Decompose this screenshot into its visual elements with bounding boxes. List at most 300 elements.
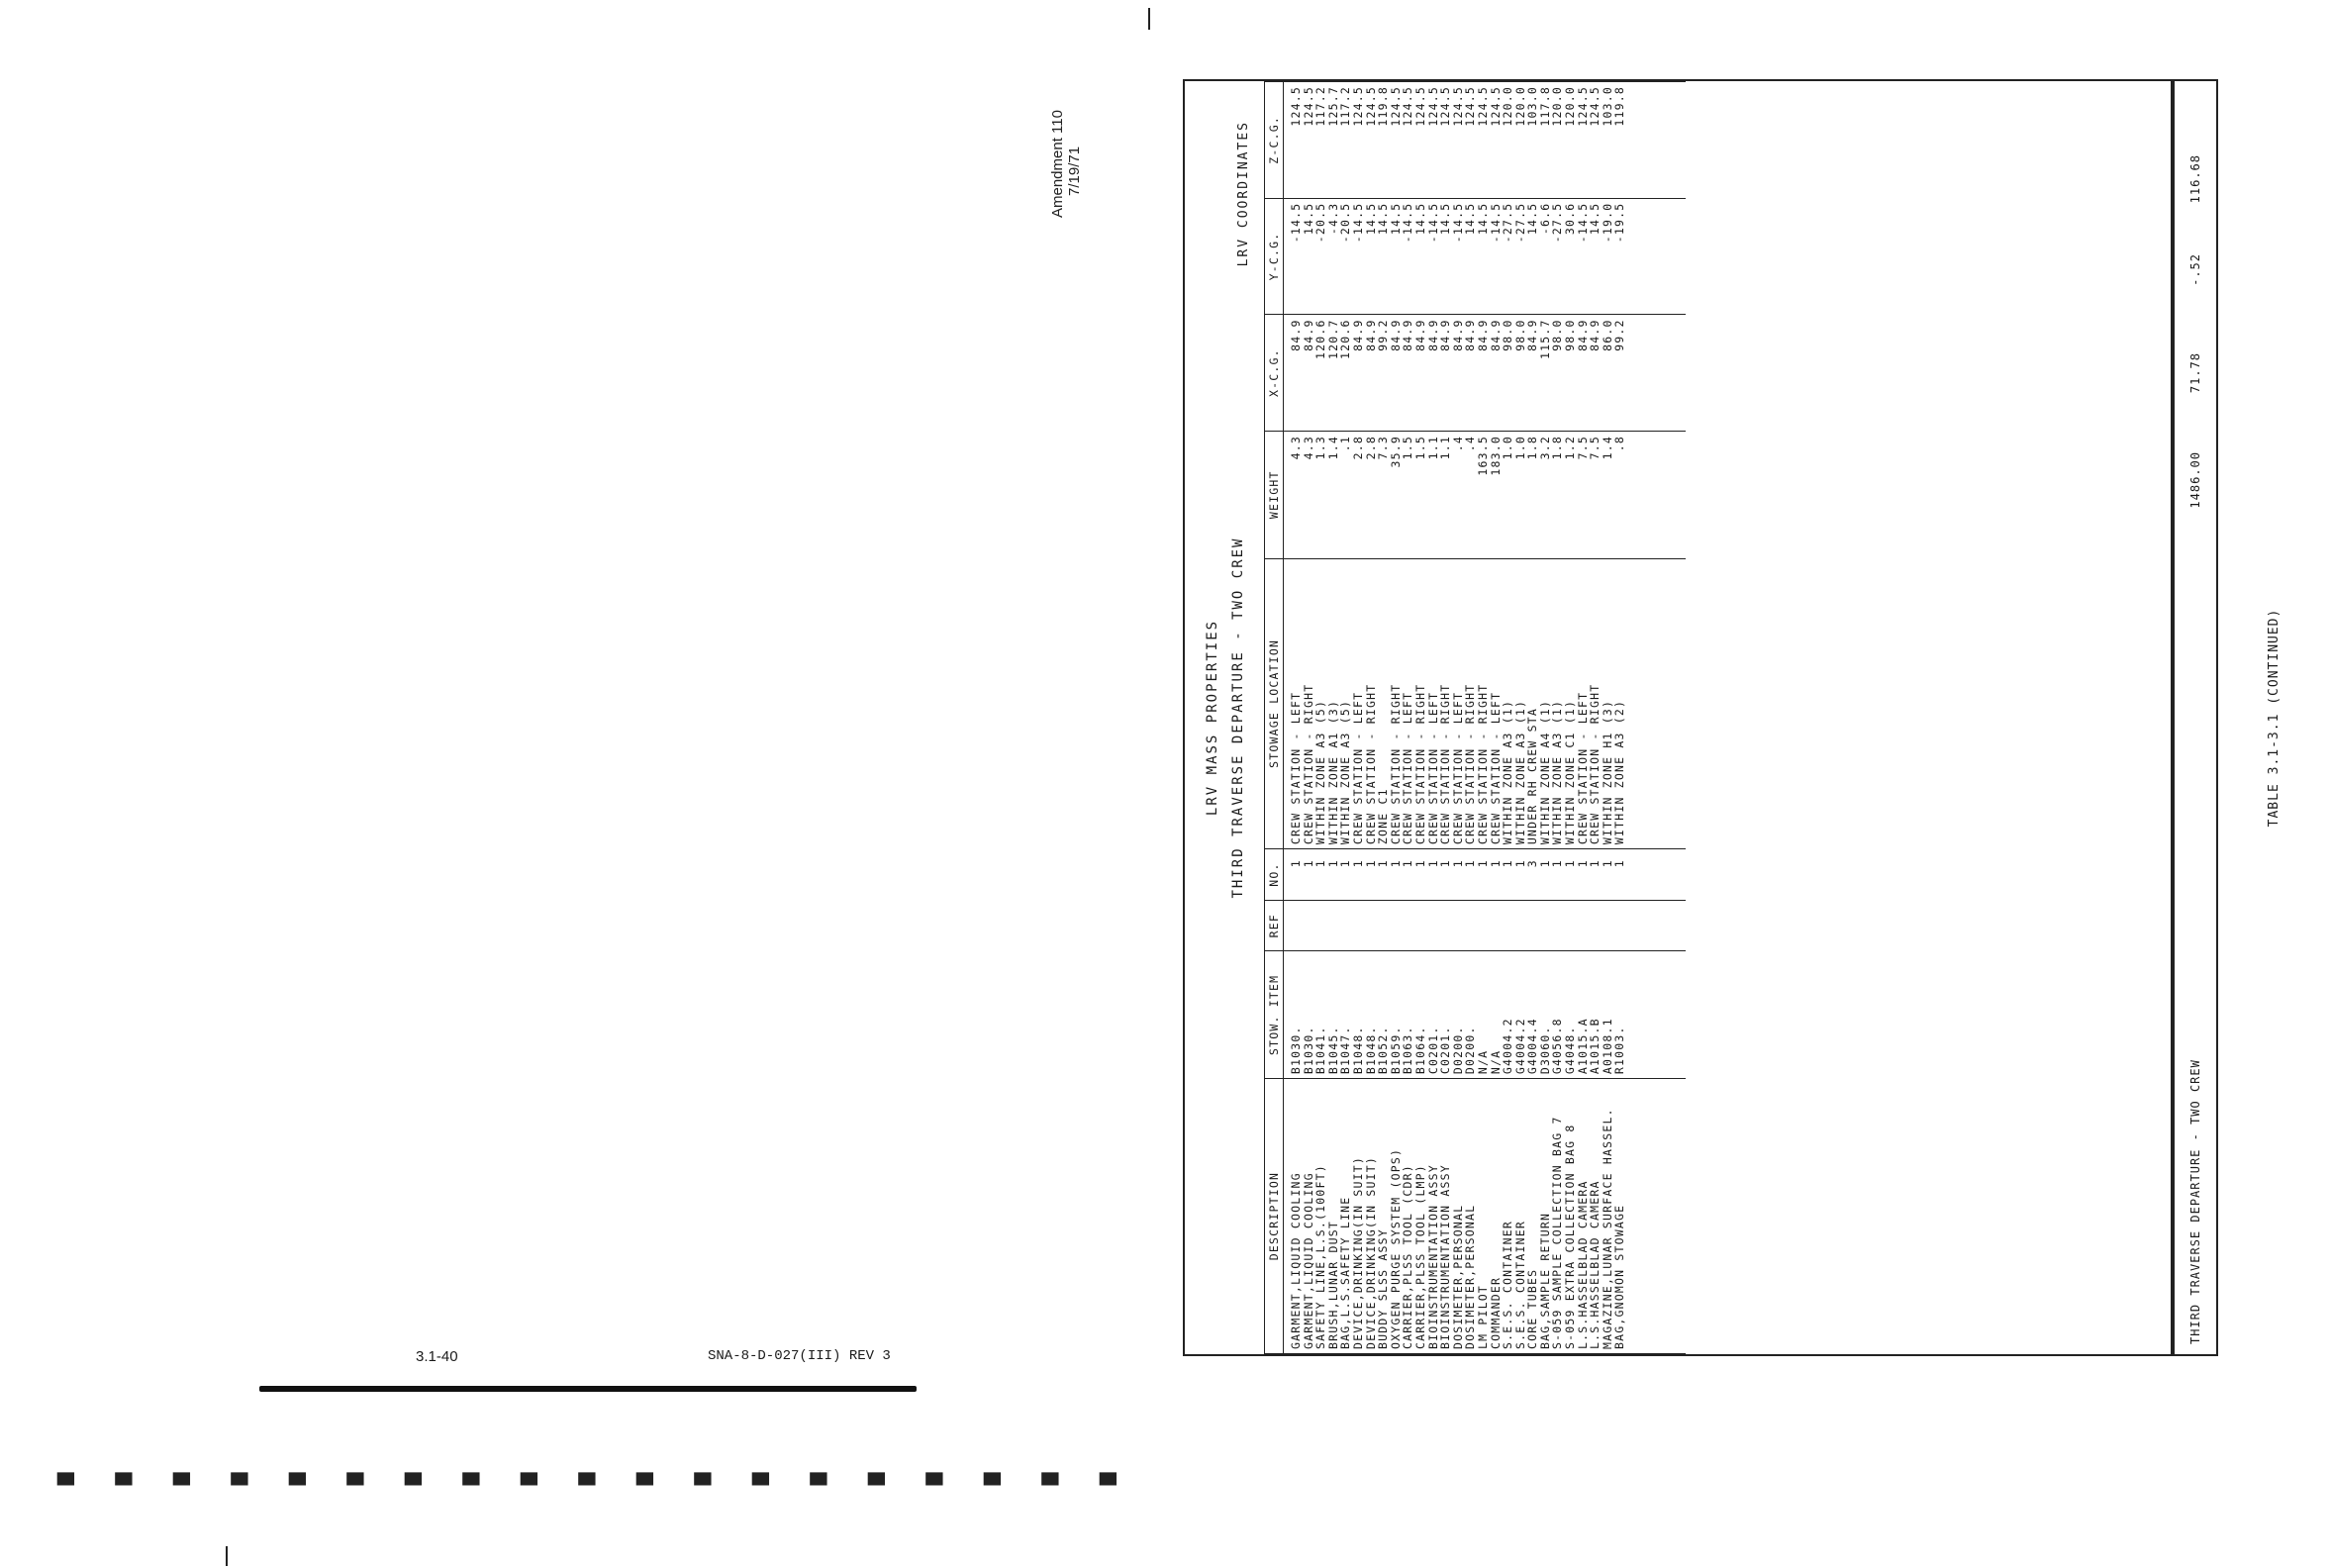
cell-weight: 4.3 — [1284, 431, 1303, 558]
cell-description: BAG,GNOMON STOWAGE — [1613, 1079, 1626, 1354]
cell-x: 98.0 — [1551, 315, 1564, 432]
cell-ref — [1327, 900, 1340, 951]
edge-mark: ▀ — [57, 1473, 74, 1499]
cell-location: CREW STATION - RIGHT — [1365, 558, 1378, 849]
cell-z: 124.5 — [1427, 82, 1440, 199]
cell-y: -27.5 — [1502, 198, 1514, 315]
cell-y: 14.5 — [1464, 198, 1477, 315]
cell-stow: C0201. — [1439, 951, 1452, 1079]
table-row — [1439, 82, 1452, 1354]
cell-weight: 1.3 — [1314, 431, 1327, 558]
table-row — [1589, 82, 1602, 1354]
cell-weight: 3.2 — [1539, 431, 1552, 558]
cell-weight: 1.2 — [1564, 431, 1577, 558]
cell-ref — [1352, 900, 1365, 951]
table-row — [1284, 82, 1303, 1354]
data-table — [1264, 81, 1686, 1354]
cell-ref — [1477, 900, 1490, 951]
edge-mark: ▀ — [231, 1473, 248, 1499]
cell-z: 124.5 — [1490, 82, 1503, 199]
cell-x: 98.0 — [1564, 315, 1577, 432]
cell-stow: B1030. — [1303, 951, 1315, 1079]
cell-z: 120.0 — [1564, 82, 1577, 199]
cell-y: -4.3 — [1327, 198, 1340, 315]
cell-x: 84.9 — [1477, 315, 1490, 432]
cell-stow: B1045. — [1327, 951, 1340, 1079]
cell-y: -14.5 — [1452, 198, 1465, 315]
cell-no: 1 — [1327, 849, 1340, 901]
edge-mark: ▀ — [578, 1473, 596, 1499]
cell-z: 119.8 — [1613, 82, 1626, 199]
cell-ref — [1502, 900, 1514, 951]
amendment-number: Amendment 110 — [1049, 110, 1066, 218]
cell-stow: B1048. — [1352, 951, 1365, 1079]
cell-z: 124.5 — [1402, 82, 1414, 199]
document-id: SNA-8-D-027(III) REV 3 — [708, 1348, 891, 1364]
table-row — [1477, 82, 1490, 1354]
cell-weight: .4 — [1464, 431, 1477, 558]
cell-location: WITHIN ZONE A3 (1) — [1551, 558, 1564, 849]
table-title-1: LRV MASS PROPERTIES — [1205, 619, 1220, 817]
cell-no: 1 — [1589, 849, 1602, 901]
cell-location: WITHIN ZONE A3 (1) — [1502, 558, 1514, 849]
cell-description: S-059 SAMPLE COLLECTION BAG 7 — [1551, 1079, 1564, 1354]
cell-description: DEVICE,DRINKING(IN SUIT) — [1352, 1079, 1365, 1354]
cell-ref — [1514, 900, 1527, 951]
col-weight: WEIGHT — [1265, 431, 1284, 558]
cell-y: -6.6 — [1539, 198, 1552, 315]
rotated-table-region — [1183, 79, 2331, 1356]
cell-z: 117.2 — [1314, 82, 1327, 199]
filler-cell — [1626, 82, 1686, 199]
cell-location: UNDER RH CREW STA — [1526, 558, 1539, 849]
cell-y: 14.5 — [1390, 198, 1403, 315]
cell-weight: 7.3 — [1377, 431, 1390, 558]
cell-no: 1 — [1402, 849, 1414, 901]
cell-description: BIOINSTRUMENTATION ASSY — [1439, 1079, 1452, 1354]
cell-ref — [1314, 900, 1327, 951]
cell-stow: B1059. — [1390, 951, 1403, 1079]
cell-ref — [1613, 900, 1626, 951]
cell-no: 1 — [1414, 849, 1427, 901]
cell-z: 124.5 — [1577, 82, 1590, 199]
cell-y: -14.5 — [1284, 198, 1303, 315]
cell-weight: 1.5 — [1402, 431, 1414, 558]
cell-weight: 1.5 — [1414, 431, 1427, 558]
filler-cell — [1626, 900, 1686, 951]
scan-mark-bottom — [226, 1546, 228, 1566]
cell-weight: 4.3 — [1303, 431, 1315, 558]
cell-weight: 1.4 — [1602, 431, 1614, 558]
cell-x: 84.9 — [1390, 315, 1403, 432]
cell-ref — [1427, 900, 1440, 951]
totals-y-cg: -.52 — [2188, 253, 2202, 286]
cell-location: CREW STATION - RIGHT — [1414, 558, 1427, 849]
cell-y: 14.5 — [1589, 198, 1602, 315]
cell-weight: .8 — [1613, 431, 1626, 558]
cell-stow: D3060. — [1539, 951, 1552, 1079]
cell-z: 124.5 — [1477, 82, 1490, 199]
edge-mark: ▀ — [462, 1473, 480, 1499]
cell-stow: G4004.2 — [1502, 951, 1514, 1079]
edge-marks — [57, 1473, 1146, 1497]
cell-weight: 1.1 — [1439, 431, 1452, 558]
cell-description: BRUSH,LUNAR DUST — [1327, 1079, 1340, 1354]
cell-y: -27.5 — [1514, 198, 1527, 315]
cell-x: 84.9 — [1439, 315, 1452, 432]
cell-stow: A1015.A — [1577, 951, 1590, 1079]
cell-no: 1 — [1303, 849, 1315, 901]
cell-description: S.E.S. CONTAINER — [1514, 1079, 1527, 1354]
cell-x: 84.9 — [1365, 315, 1378, 432]
cell-description: MAGAZINE,LUNAR SURFACE HASSEL. — [1602, 1079, 1614, 1354]
cell-y: -14.5 — [1577, 198, 1590, 315]
col-z-cg: Z-C.G. — [1265, 82, 1284, 199]
cell-x: 120.6 — [1339, 315, 1352, 432]
cell-z: 120.0 — [1551, 82, 1564, 199]
cell-weight: 1.4 — [1327, 431, 1340, 558]
edge-mark: ▀ — [868, 1473, 885, 1499]
col-description: DESCRIPTION — [1265, 1079, 1284, 1354]
cell-stow: D0200. — [1452, 951, 1465, 1079]
totals-x-cg: 71.78 — [2188, 352, 2202, 394]
filler-cell — [1626, 849, 1686, 901]
cell-x: 84.9 — [1427, 315, 1440, 432]
cell-ref — [1526, 900, 1539, 951]
cell-location: CREW STATION - RIGHT — [1303, 558, 1315, 849]
cell-stow: B1041. — [1314, 951, 1327, 1079]
cell-stow: G4056.8 — [1551, 951, 1564, 1079]
table-row — [1314, 82, 1327, 1354]
table-row — [1352, 82, 1365, 1354]
edge-mark: ▀ — [1100, 1473, 1117, 1499]
cell-description: BAG,L.S.SAFETY LINE — [1339, 1079, 1352, 1354]
edge-mark: ▀ — [1041, 1473, 1059, 1499]
cell-y: -14.5 — [1402, 198, 1414, 315]
cell-location: CREW STATION - RIGHT — [1439, 558, 1452, 849]
cell-ref — [1577, 900, 1590, 951]
table-row — [1365, 82, 1378, 1354]
cell-description: CARRIER,PLSS TOOL (CDR) — [1402, 1079, 1414, 1354]
cell-y: -14.5 — [1427, 198, 1440, 315]
mass-properties-table — [1183, 79, 2173, 1356]
table-row — [1613, 82, 1626, 1354]
cell-location: WITHIN ZONE A1 (3) — [1327, 558, 1340, 849]
coordinates-group-header: LRV COORDINATES — [1236, 121, 1251, 267]
cell-x: 84.9 — [1402, 315, 1414, 432]
page-number: 3.1-40 — [416, 1348, 458, 1365]
cell-z: 124.5 — [1439, 82, 1452, 199]
cell-no: 1 — [1564, 849, 1577, 901]
cell-no: 1 — [1464, 849, 1477, 901]
cell-x: 98.0 — [1514, 315, 1527, 432]
cell-z: 124.5 — [1284, 82, 1303, 199]
col-y-cg: Y-C.G. — [1265, 198, 1284, 315]
cell-weight: .1 — [1339, 431, 1352, 558]
filler-cell — [1626, 1079, 1686, 1354]
cell-stow: B1064. — [1414, 951, 1427, 1079]
cell-no: 1 — [1427, 849, 1440, 901]
cell-stow: B1052. — [1377, 951, 1390, 1079]
cell-description: DOSIMETER,PERSONAL — [1452, 1079, 1465, 1354]
cell-location: CREW STATION - LEFT — [1427, 558, 1440, 849]
filler-cell — [1626, 315, 1686, 432]
cell-ref — [1464, 900, 1477, 951]
cell-description: DOSIMETER,PERSONAL — [1464, 1079, 1477, 1354]
cell-location: WITHIN ZONE C1 (1) — [1564, 558, 1577, 849]
edge-mark: ▀ — [289, 1473, 306, 1499]
totals-weight: 1486.00 — [2188, 451, 2202, 509]
totals-z-cg: 116.68 — [2188, 154, 2202, 204]
cell-no: 1 — [1539, 849, 1552, 901]
cell-x: 120.7 — [1327, 315, 1340, 432]
edge-mark: ▀ — [346, 1473, 364, 1499]
cell-stow: G4004.2 — [1514, 951, 1527, 1079]
cell-stow: B1063. — [1402, 951, 1414, 1079]
cell-x: 84.9 — [1526, 315, 1539, 432]
cell-description: BUDDY SLSS ASSY — [1377, 1079, 1390, 1354]
cell-z: 124.5 — [1352, 82, 1365, 199]
cell-z: 125.7 — [1327, 82, 1340, 199]
cell-ref — [1452, 900, 1465, 951]
cell-ref — [1284, 900, 1303, 951]
cell-ref — [1602, 900, 1614, 951]
cell-location: WITHIN ZONE A3 (5) — [1339, 558, 1352, 849]
cell-weight: 1.8 — [1551, 431, 1564, 558]
cell-description: CARRIER,PLSS TOOL (LMP) — [1414, 1079, 1427, 1354]
cell-weight: 1.8 — [1526, 431, 1539, 558]
cell-description: S.E.S. CONTAINER — [1502, 1079, 1514, 1354]
cell-location: CREW STATION - LEFT — [1577, 558, 1590, 849]
cell-description: GARMENT,LIQUID COOLING — [1284, 1079, 1303, 1354]
cell-ref — [1402, 900, 1414, 951]
cell-ref — [1414, 900, 1427, 951]
cell-stow: B1047. — [1339, 951, 1352, 1079]
cell-description: DEVICE,DRINKING(IN SUIT) — [1365, 1079, 1378, 1354]
cell-ref — [1377, 900, 1390, 951]
cell-z: 103.0 — [1526, 82, 1539, 199]
filler-cell — [1626, 431, 1686, 558]
table-title-2: THIRD TRAVERSE DEPARTURE - TWO CREW — [1230, 537, 1246, 899]
edge-mark: ▀ — [636, 1473, 653, 1499]
cell-y: 14.5 — [1414, 198, 1427, 315]
cell-no: 1 — [1477, 849, 1490, 901]
cell-no: 1 — [1452, 849, 1465, 901]
table-row — [1564, 82, 1577, 1354]
filler-cell — [1626, 558, 1686, 849]
cell-location: WITHIN ZONE A4 (1) — [1539, 558, 1552, 849]
cell-no: 1 — [1365, 849, 1378, 901]
cell-description: GARMENT,LIQUID COOLING — [1303, 1079, 1315, 1354]
cell-z: 103.0 — [1602, 82, 1614, 199]
cell-location: WITHIN ZONE A3 (1) — [1514, 558, 1527, 849]
cell-ref — [1390, 900, 1403, 951]
cell-location: CREW STATION - RIGHT — [1477, 558, 1490, 849]
cell-y: -14.5 — [1352, 198, 1365, 315]
cell-y: 14.5 — [1477, 198, 1490, 315]
cell-no: 1 — [1390, 849, 1403, 901]
cell-z: 124.5 — [1390, 82, 1403, 199]
cell-weight: 1.0 — [1514, 431, 1527, 558]
table-filler-row — [1626, 82, 1686, 1354]
cell-location: CREW STATION - LEFT — [1490, 558, 1503, 849]
cell-x: 98.0 — [1502, 315, 1514, 432]
cell-z: 119.8 — [1377, 82, 1390, 199]
cell-location: CREW STATION - LEFT — [1284, 558, 1303, 849]
totals-row — [2173, 79, 2218, 1356]
cell-weight: 163.5 — [1477, 431, 1490, 558]
cell-no: 1 — [1314, 849, 1327, 901]
cell-stow: B1048. — [1365, 951, 1378, 1079]
cell-stow: G4004.4 — [1526, 951, 1539, 1079]
cell-location: WITHIN ZONE A3 (2) — [1613, 558, 1626, 849]
cell-location: CREW STATION - RIGHT — [1390, 558, 1403, 849]
cell-description: BIOINSTRUMENTATION ASSY — [1427, 1079, 1440, 1354]
edge-mark: ▀ — [115, 1473, 133, 1499]
edge-mark: ▀ — [984, 1473, 1001, 1499]
cell-weight: 7.5 — [1589, 431, 1602, 558]
cell-ref — [1439, 900, 1452, 951]
cell-x: 84.9 — [1490, 315, 1503, 432]
cell-z: 124.5 — [1589, 82, 1602, 199]
cell-x: 84.9 — [1303, 315, 1315, 432]
scan-mark-top — [1148, 8, 1150, 30]
col-storage-location: STOWAGE LOCATION — [1265, 558, 1284, 849]
cell-x: 84.9 — [1589, 315, 1602, 432]
header-row — [1265, 82, 1284, 1354]
cell-location: WITHIN ZONE A3 (5) — [1314, 558, 1327, 849]
cell-weight: 2.8 — [1352, 431, 1365, 558]
col-no: NO. — [1265, 849, 1284, 901]
cell-stow: R1003. — [1613, 951, 1626, 1079]
cell-z: 124.5 — [1365, 82, 1378, 199]
cell-stow: A0108.1 — [1602, 951, 1614, 1079]
cell-y: 14.5 — [1377, 198, 1390, 315]
table-row — [1502, 82, 1514, 1354]
cell-weight: 7.5 — [1577, 431, 1590, 558]
cell-z: 117.2 — [1339, 82, 1352, 199]
edge-mark: ▀ — [752, 1473, 769, 1499]
cell-ref — [1564, 900, 1577, 951]
cell-description: SAFETY LINE,L.S.(100FT) — [1314, 1079, 1327, 1354]
cell-description: CORE TUBES — [1526, 1079, 1539, 1354]
cell-z: 124.5 — [1414, 82, 1427, 199]
cell-x: 99.2 — [1377, 315, 1390, 432]
cell-y: 30.6 — [1564, 198, 1577, 315]
cell-y: 14.5 — [1303, 198, 1315, 315]
cell-weight: .4 — [1452, 431, 1465, 558]
amendment-block — [1049, 79, 1089, 218]
cell-no: 1 — [1502, 849, 1514, 901]
cell-ref — [1339, 900, 1352, 951]
cell-stow: G4048. — [1564, 951, 1577, 1079]
cell-x: 84.9 — [1414, 315, 1427, 432]
cell-location: WITHIN ZONE H1 (3) — [1602, 558, 1614, 849]
cell-y: -20.5 — [1314, 198, 1327, 315]
cell-y: -27.5 — [1551, 198, 1564, 315]
cell-no: 1 — [1514, 849, 1527, 901]
cell-x: 84.9 — [1352, 315, 1365, 432]
edge-mark: ▀ — [173, 1473, 190, 1499]
cell-x: 99.2 — [1613, 315, 1626, 432]
cell-z: 120.0 — [1514, 82, 1527, 199]
cell-no: 1 — [1284, 849, 1303, 901]
cell-no: 3 — [1526, 849, 1539, 901]
cell-stow: N/A — [1490, 951, 1503, 1079]
cell-description: COMMANDER — [1490, 1079, 1503, 1354]
cell-z: 117.8 — [1539, 82, 1552, 199]
edge-mark: ▀ — [810, 1473, 827, 1499]
horizontal-rule — [259, 1386, 917, 1392]
cell-stow: B1030. — [1284, 951, 1303, 1079]
cell-no: 1 — [1602, 849, 1614, 901]
cell-description: L.S.HASSELBLAD CAMERA — [1577, 1079, 1590, 1354]
cell-y: -14.5 — [1490, 198, 1503, 315]
cell-stow: A1015.B — [1589, 951, 1602, 1079]
table-caption: TABLE 3.1-3.1 (CONTINUED) — [2267, 608, 2282, 828]
cell-y: -20.5 — [1339, 198, 1352, 315]
cell-stow: C0201. — [1427, 951, 1440, 1079]
cell-x: 84.9 — [1452, 315, 1465, 432]
cell-ref — [1490, 900, 1503, 951]
table-row — [1377, 82, 1390, 1354]
cell-y: 14.5 — [1526, 198, 1539, 315]
cell-no: 1 — [1352, 849, 1365, 901]
cell-location: ZONE C1 — [1377, 558, 1390, 849]
cell-no: 1 — [1339, 849, 1352, 901]
col-ref: REF — [1265, 900, 1284, 951]
cell-ref — [1303, 900, 1315, 951]
filler-cell — [1626, 951, 1686, 1079]
filler-cell — [1626, 198, 1686, 315]
cell-ref — [1539, 900, 1552, 951]
edge-mark: ▀ — [521, 1473, 537, 1499]
edge-mark: ▀ — [405, 1473, 422, 1499]
cell-description: BAG,SAMPLE RETURN — [1539, 1079, 1552, 1354]
edge-mark: ▀ — [694, 1473, 712, 1499]
cell-y: 14.5 — [1439, 198, 1452, 315]
cell-description: L.S.HASSELBLAD CAMERA — [1589, 1079, 1602, 1354]
cell-y: -19.0 — [1602, 198, 1614, 315]
cell-y: 14.5 — [1365, 198, 1378, 315]
table-row — [1414, 82, 1427, 1354]
cell-description: OXYGEN PURGE SYSTEM (OPS) — [1390, 1079, 1403, 1354]
cell-no: 1 — [1577, 849, 1590, 901]
cell-location: CREW STATION - LEFT — [1402, 558, 1414, 849]
cell-ref — [1365, 900, 1378, 951]
cell-location: CREW STATION - RIGHT — [1589, 558, 1602, 849]
cell-stow: N/A — [1477, 951, 1490, 1079]
cell-z: 120.0 — [1502, 82, 1514, 199]
cell-z: 124.5 — [1452, 82, 1465, 199]
cell-no: 1 — [1490, 849, 1503, 901]
col-stow-item: STOW. ITEM — [1265, 951, 1284, 1079]
cell-location: CREW STATION - RIGHT — [1464, 558, 1477, 849]
cell-z: 124.5 — [1303, 82, 1315, 199]
cell-y: -19.5 — [1613, 198, 1626, 315]
col-x-cg: X-C.G. — [1265, 315, 1284, 432]
cell-description: LM PILOT — [1477, 1079, 1490, 1354]
cell-x: 115.7 — [1539, 315, 1552, 432]
cell-location: CREW STATION - LEFT — [1352, 558, 1365, 849]
cell-no: 1 — [1613, 849, 1626, 901]
cell-ref — [1589, 900, 1602, 951]
cell-no: 1 — [1377, 849, 1390, 901]
amendment-date: 7/19/71 — [1066, 146, 1083, 196]
cell-no: 1 — [1439, 849, 1452, 901]
cell-x: 86.0 — [1602, 315, 1614, 432]
cell-weight: 2.8 — [1365, 431, 1378, 558]
